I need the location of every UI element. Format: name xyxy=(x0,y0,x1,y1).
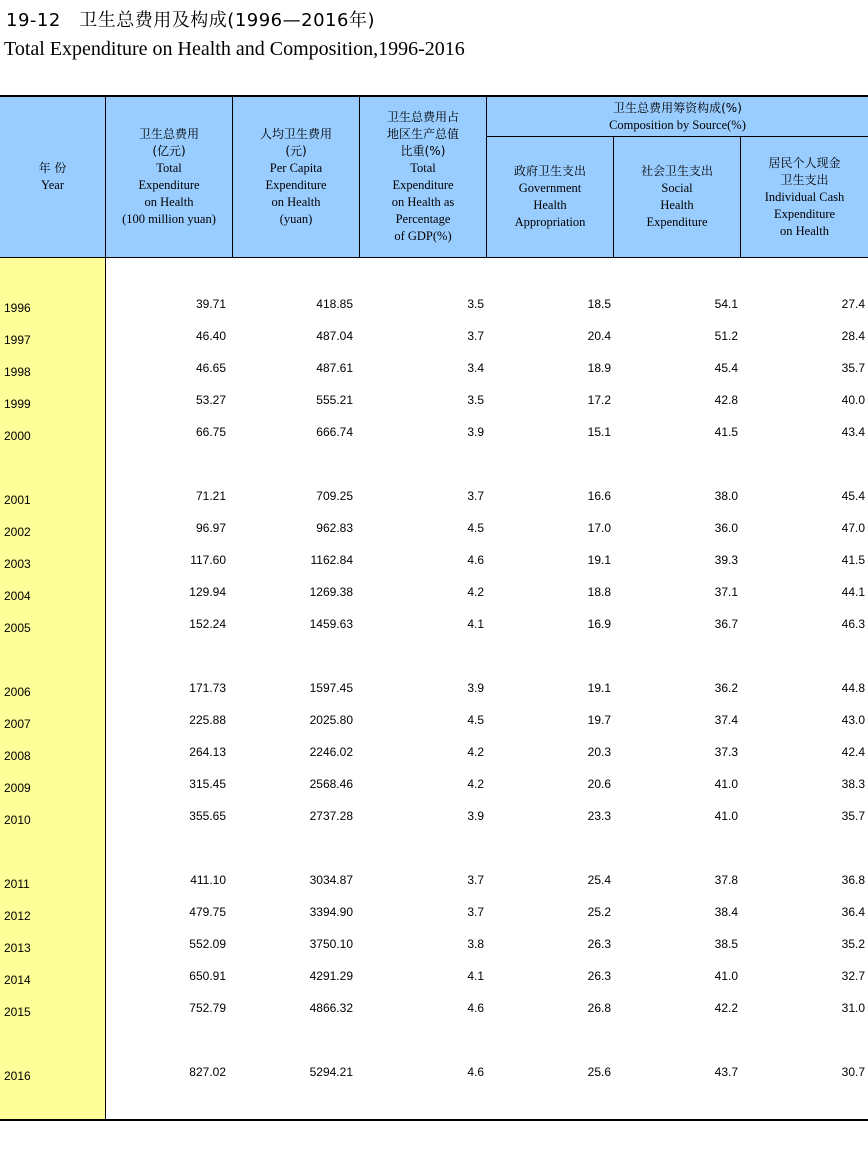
table-row xyxy=(0,617,868,637)
cell-percap: 2568.46 xyxy=(309,777,353,791)
header-gdp-en4: Percentage xyxy=(395,212,451,226)
header-gov-zh: 政府卫生支出 xyxy=(513,164,586,178)
cell-year: 2004 xyxy=(4,589,31,603)
table-row xyxy=(0,297,868,317)
cell-gov: 25.4 xyxy=(587,873,611,887)
table-row xyxy=(0,809,868,829)
cell-total: 96.97 xyxy=(195,521,226,535)
cell-individual: 36.4 xyxy=(841,905,865,919)
table-row xyxy=(0,585,868,605)
cell-individual: 42.4 xyxy=(841,745,865,759)
cell-gdp-share: 4.5 xyxy=(467,521,484,535)
cell-gov: 19.7 xyxy=(587,713,611,727)
cell-gdp-share: 3.9 xyxy=(467,425,484,439)
header-social-en3: Expenditure xyxy=(646,215,708,229)
header-social-zh: 社会卫生支出 xyxy=(640,164,713,178)
cell-individual: 46.3 xyxy=(841,617,865,631)
cell-social: 36.2 xyxy=(714,681,738,695)
header-gov-en2: Health xyxy=(533,198,567,212)
cell-year: 2007 xyxy=(4,717,31,731)
cell-social: 38.0 xyxy=(714,489,738,503)
cell-gov: 26.3 xyxy=(587,969,611,983)
header-divider xyxy=(486,97,487,257)
cell-social: 42.8 xyxy=(714,393,738,407)
cell-social: 36.0 xyxy=(714,521,738,535)
cell-gov: 17.2 xyxy=(587,393,611,407)
cell-total: 411.10 xyxy=(190,873,226,887)
cell-gdp-share: 3.9 xyxy=(467,809,484,823)
cell-percap: 2246.02 xyxy=(309,745,353,759)
cell-gov: 16.6 xyxy=(587,489,611,503)
cell-gdp-share: 4.2 xyxy=(467,585,484,599)
cell-social: 41.0 xyxy=(714,969,738,983)
header-gdp-en5: of GDP(%) xyxy=(394,229,452,243)
header-total-en4: (100 million yuan) xyxy=(122,212,216,226)
cell-percap: 4291.29 xyxy=(309,969,353,983)
cell-percap: 4866.32 xyxy=(309,1001,353,1015)
header-total xyxy=(106,97,232,257)
table-row xyxy=(0,777,868,797)
cell-percap: 962.83 xyxy=(316,521,353,535)
header-composition xyxy=(487,97,868,136)
header-indiv-en3: on Health xyxy=(780,223,829,238)
header-gdp-en3: on Health as xyxy=(391,195,455,209)
cell-individual: 41.5 xyxy=(841,553,865,567)
cell-gdp-share: 4.1 xyxy=(467,617,484,631)
cell-individual: 43.4 xyxy=(841,425,865,439)
cell-total: 117.60 xyxy=(190,553,226,567)
cell-percap: 3394.90 xyxy=(309,905,353,919)
header-percap-zh1: 人均卫生费用 xyxy=(259,127,332,141)
cell-social: 38.4 xyxy=(714,905,738,919)
cell-total: 46.40 xyxy=(195,329,226,343)
header-total-en2: Expenditure xyxy=(138,178,200,192)
header-divider xyxy=(359,97,360,257)
cell-social: 51.2 xyxy=(714,329,738,343)
header-gdp-zh1: 卫生总费用占 xyxy=(386,110,459,124)
cell-year: 2010 xyxy=(4,813,31,827)
header-composition-en: Composition by Source(%) xyxy=(609,117,746,132)
header-percap-en1: Per Capita xyxy=(269,161,323,175)
cell-percap: 1459.63 xyxy=(309,617,353,631)
cell-individual: 40.0 xyxy=(841,393,865,407)
header-gdp xyxy=(360,97,486,257)
cell-year: 2001 xyxy=(4,493,31,507)
table-bottom-border xyxy=(0,1119,868,1121)
cell-percap: 1162.84 xyxy=(310,553,353,567)
cell-total: 479.75 xyxy=(189,905,226,919)
table-row xyxy=(0,873,868,893)
cell-percap: 555.21 xyxy=(316,393,353,407)
cell-social: 37.3 xyxy=(714,745,738,759)
cell-percap: 666.74 xyxy=(316,425,353,439)
cell-total: 355.65 xyxy=(189,809,226,823)
header-percap-en2: Expenditure xyxy=(265,178,327,192)
cell-individual: 44.1 xyxy=(841,585,865,599)
cell-individual: 31.0 xyxy=(841,1001,865,1015)
header-gdp-en2: Expenditure xyxy=(392,178,454,192)
cell-year: 2002 xyxy=(4,525,31,539)
cell-gdp-share: 3.7 xyxy=(467,329,484,343)
cell-gov: 25.6 xyxy=(587,1065,611,1079)
header-indiv-zh2: 卫生支出 xyxy=(780,172,829,187)
cell-year: 1997 xyxy=(4,333,31,347)
header-total-en1: Total xyxy=(156,161,182,175)
table-row xyxy=(0,553,868,573)
cell-gdp-share: 3.5 xyxy=(467,297,484,311)
cell-total: 53.27 xyxy=(195,393,226,407)
table-row xyxy=(0,1001,868,1021)
cell-year: 2015 xyxy=(4,1005,31,1019)
table-row xyxy=(0,393,868,413)
header-divider xyxy=(105,97,106,257)
cell-year: 2013 xyxy=(4,941,31,955)
header-percap-zh2: (元) xyxy=(285,144,307,158)
cell-gdp-share: 3.9 xyxy=(467,681,484,695)
header-percap-en3: on Health xyxy=(271,195,321,209)
cell-social: 39.3 xyxy=(714,553,738,567)
header-year xyxy=(0,97,105,257)
header-gov-en1: Government xyxy=(518,181,582,195)
header-gov xyxy=(487,137,613,257)
header-percap xyxy=(233,97,359,257)
cell-percap: 1597.45 xyxy=(309,681,353,695)
page-title-en: Total Expenditure on Health and Composition,1996-2016 xyxy=(4,38,465,60)
header-gdp-zh3: 比重(%) xyxy=(400,144,446,158)
cell-social: 42.2 xyxy=(714,1001,738,1015)
cell-gdp-share: 4.6 xyxy=(467,1001,484,1015)
cell-total: 264.13 xyxy=(189,745,226,759)
cell-total: 552.09 xyxy=(189,937,226,951)
cell-social: 41.0 xyxy=(714,809,738,823)
cell-individual: 43.0 xyxy=(841,713,865,727)
cell-year: 1996 xyxy=(4,301,31,315)
cell-individual: 35.7 xyxy=(841,809,865,823)
header-year-en: Year xyxy=(40,178,65,192)
cell-gov: 26.8 xyxy=(587,1001,611,1015)
cell-percap: 418.85 xyxy=(316,297,353,311)
header-gov-en3: Appropriation xyxy=(514,215,586,229)
header-composition-zh: 卫生总费用筹资构成(%) xyxy=(613,100,742,115)
table-row xyxy=(0,937,868,957)
cell-total: 752.79 xyxy=(189,1001,226,1015)
cell-total: 827.02 xyxy=(189,1065,226,1079)
cell-social: 43.7 xyxy=(714,1065,738,1079)
cell-year: 2005 xyxy=(4,621,31,635)
cell-individual: 38.3 xyxy=(841,777,865,791)
cell-total: 71.21 xyxy=(195,489,226,503)
header-indiv-en2: Expenditure xyxy=(773,206,836,221)
cell-gdp-share: 3.7 xyxy=(467,489,484,503)
cell-percap: 3034.87 xyxy=(309,873,353,887)
cell-year: 2003 xyxy=(4,557,31,571)
cell-total: 46.65 xyxy=(195,361,226,375)
cell-total: 66.75 xyxy=(195,425,226,439)
header-total-zh1: 卫生总费用 xyxy=(138,127,199,141)
cell-individual: 36.8 xyxy=(841,873,865,887)
cell-gdp-share: 4.5 xyxy=(467,713,484,727)
cell-social: 36.7 xyxy=(714,617,738,631)
cell-individual: 35.2 xyxy=(841,937,865,951)
cell-percap: 709.25 xyxy=(316,489,353,503)
cell-gov: 18.9 xyxy=(587,361,611,375)
cell-individual: 30.7 xyxy=(841,1065,865,1079)
header-year-zh: 年 份 xyxy=(38,161,67,175)
cell-gdp-share: 4.2 xyxy=(467,777,484,791)
header-divider xyxy=(487,136,868,137)
cell-gov: 18.8 xyxy=(587,585,611,599)
header-social xyxy=(614,137,740,257)
cell-gov: 20.4 xyxy=(587,329,611,343)
header-divider xyxy=(613,137,614,257)
cell-percap: 487.61 xyxy=(316,361,353,375)
cell-individual: 28.4 xyxy=(841,329,865,343)
table-row xyxy=(0,905,868,925)
header-social-en1: Social xyxy=(661,181,693,195)
cell-gdp-share: 3.7 xyxy=(467,873,484,887)
cell-individual: 32.7 xyxy=(841,969,865,983)
header-divider xyxy=(232,97,233,257)
table-row xyxy=(0,361,868,381)
table-row xyxy=(0,489,868,509)
header-divider xyxy=(740,137,741,257)
cell-gov: 25.2 xyxy=(587,905,611,919)
cell-gov: 17.0 xyxy=(587,521,611,535)
header-percap-en4: (yuan) xyxy=(279,212,313,226)
cell-gdp-share: 3.4 xyxy=(467,361,484,375)
cell-total: 152.24 xyxy=(189,617,226,631)
cell-percap: 2025.80 xyxy=(309,713,353,727)
cell-percap: 1269.38 xyxy=(309,585,353,599)
cell-individual: 45.4 xyxy=(841,489,865,503)
cell-gov: 19.1 xyxy=(587,553,611,567)
cell-gov: 15.1 xyxy=(587,425,611,439)
table-row xyxy=(0,681,868,701)
cell-total: 650.91 xyxy=(189,969,226,983)
table-row xyxy=(0,713,868,733)
cell-year: 2014 xyxy=(4,973,31,987)
cell-gov: 26.3 xyxy=(587,937,611,951)
cell-social: 38.5 xyxy=(714,937,738,951)
cell-year: 1998 xyxy=(4,365,31,379)
cell-gov: 18.5 xyxy=(587,297,611,311)
cell-year: 2016 xyxy=(4,1069,31,1083)
table-row xyxy=(0,521,868,541)
cell-individual: 44.8 xyxy=(841,681,865,695)
cell-individual: 27.4 xyxy=(841,297,865,311)
header-social-en2: Health xyxy=(660,198,694,212)
table-row xyxy=(0,969,868,989)
cell-gdp-share: 4.1 xyxy=(467,969,484,983)
cell-gdp-share: 3.8 xyxy=(467,937,484,951)
page-title-zh: 19-12 卫生总费用及构成(1996—2016年) xyxy=(6,10,375,31)
cell-gdp-share: 3.7 xyxy=(467,905,484,919)
cell-year: 1999 xyxy=(4,397,31,411)
cell-year: 2006 xyxy=(4,685,31,699)
table-row xyxy=(0,329,868,349)
table-header xyxy=(0,97,868,258)
cell-gov: 20.6 xyxy=(587,777,611,791)
cell-individual: 47.0 xyxy=(841,521,865,535)
cell-percap: 2737.28 xyxy=(309,809,353,823)
cell-year: 2000 xyxy=(4,429,31,443)
header-total-en3: on Health xyxy=(144,195,194,209)
cell-year: 2008 xyxy=(4,749,31,763)
cell-social: 41.5 xyxy=(714,425,738,439)
header-total-zh2: (亿元) xyxy=(152,144,186,158)
cell-gov: 23.3 xyxy=(587,809,611,823)
cell-individual: 35.7 xyxy=(841,361,865,375)
cell-percap: 5294.21 xyxy=(309,1065,353,1079)
cell-social: 54.1 xyxy=(714,297,738,311)
cell-gov: 19.1 xyxy=(587,681,611,695)
cell-gdp-share: 3.5 xyxy=(467,393,484,407)
cell-total: 315.45 xyxy=(189,777,226,791)
header-gdp-zh2: 地区生产总值 xyxy=(386,127,459,141)
cell-year: 2012 xyxy=(4,909,31,923)
table-row xyxy=(0,1065,868,1085)
cell-social: 37.1 xyxy=(714,585,738,599)
cell-gov: 16.9 xyxy=(587,617,611,631)
cell-gdp-share: 4.2 xyxy=(467,745,484,759)
cell-social: 37.8 xyxy=(714,873,738,887)
table-row xyxy=(0,425,868,445)
cell-social: 37.4 xyxy=(714,713,738,727)
table-row xyxy=(0,745,868,765)
cell-social: 41.0 xyxy=(714,777,738,791)
cell-year: 2009 xyxy=(4,781,31,795)
header-indiv-en1: Individual Cash xyxy=(764,189,845,204)
cell-social: 45.4 xyxy=(714,361,738,375)
cell-total: 39.71 xyxy=(195,297,226,311)
cell-total: 171.73 xyxy=(189,681,226,695)
header-indiv-zh1: 居民个人现金 xyxy=(768,155,841,170)
cell-total: 225.88 xyxy=(189,713,226,727)
cell-gdp-share: 4.6 xyxy=(467,1065,484,1079)
cell-year: 2011 xyxy=(4,877,30,891)
cell-percap: 487.04 xyxy=(316,329,353,343)
header-indiv xyxy=(741,137,868,257)
cell-gov: 20.3 xyxy=(587,745,611,759)
header-gdp-en1: Total xyxy=(410,161,436,175)
cell-gdp-share: 4.6 xyxy=(467,553,484,567)
cell-total: 129.94 xyxy=(189,585,226,599)
cell-percap: 3750.10 xyxy=(309,937,353,951)
